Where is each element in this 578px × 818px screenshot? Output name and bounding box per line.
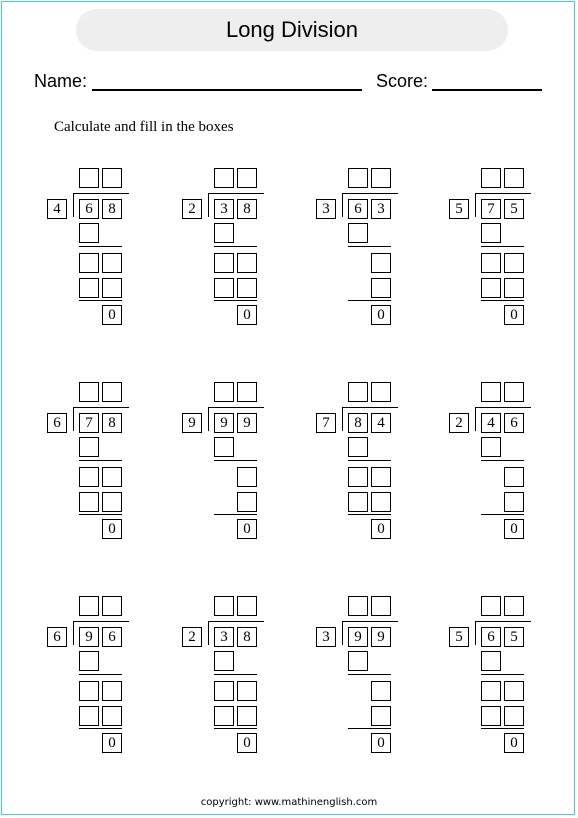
- dividend-tens-box: 9: [214, 413, 234, 433]
- dividend-tens-box: 3: [214, 627, 234, 647]
- subtract2-ones-box[interactable]: [237, 706, 257, 726]
- division-bracket-top: [475, 407, 531, 408]
- division-problem: [44, 382, 174, 542]
- subtraction-line: [481, 514, 524, 515]
- divisor-box: 6: [47, 413, 67, 433]
- quotient-ones-box[interactable]: [504, 596, 524, 616]
- subtraction-line: [348, 514, 391, 515]
- divisor-box: 7: [316, 413, 336, 433]
- dividend-tens-box: 9: [79, 627, 99, 647]
- quotient-ones-box[interactable]: [102, 382, 122, 402]
- subtraction-line: [214, 674, 257, 675]
- quotient-tens-box[interactable]: [79, 382, 99, 402]
- remainder-ones-box[interactable]: [102, 681, 122, 701]
- quotient-tens-box[interactable]: [214, 382, 234, 402]
- quotient-ones-box[interactable]: [102, 168, 122, 188]
- subtract2-ones-box[interactable]: [504, 492, 524, 512]
- dividend-tens-box: 4: [481, 413, 501, 433]
- subtraction-line: [348, 674, 391, 675]
- quotient-tens-box[interactable]: [214, 168, 234, 188]
- subtraction-line: [481, 246, 524, 247]
- subtraction-line: [214, 460, 257, 461]
- subtract2-tens-box[interactable]: [481, 278, 501, 298]
- quotient-ones-box[interactable]: [237, 596, 257, 616]
- subtract2-ones-box[interactable]: [102, 706, 122, 726]
- remainder-ones-box[interactable]: [371, 681, 391, 701]
- division-problem: [179, 168, 309, 328]
- division-problem: [446, 382, 576, 542]
- division-bracket-top: [208, 407, 264, 408]
- dividend-ones-box: 9: [371, 627, 391, 647]
- quotient-tens-box[interactable]: [348, 382, 368, 402]
- remainder-tens-box[interactable]: [348, 467, 368, 487]
- subtract-box[interactable]: [481, 437, 501, 457]
- remainder-tens-box[interactable]: [481, 253, 501, 273]
- subtract2-ones-box[interactable]: [237, 492, 257, 512]
- remainder-ones-box[interactable]: [504, 253, 524, 273]
- division-bracket-top: [475, 621, 531, 622]
- subtract2-tens-box[interactable]: [79, 706, 99, 726]
- dividend-ones-box: 9: [237, 413, 257, 433]
- final-remainder-box: 0: [371, 305, 391, 325]
- subtraction-line: [348, 300, 391, 301]
- subtract-box[interactable]: [348, 223, 368, 243]
- score-field[interactable]: [432, 89, 542, 91]
- division-problem: [44, 596, 174, 756]
- quotient-ones-box[interactable]: [371, 168, 391, 188]
- remainder-tens-box[interactable]: [79, 681, 99, 701]
- dividend-tens-box: 9: [348, 627, 368, 647]
- dividend-ones-box: 3: [371, 199, 391, 219]
- quotient-tens-box[interactable]: [348, 168, 368, 188]
- quotient-tens-box[interactable]: [348, 596, 368, 616]
- remainder-ones-box[interactable]: [102, 467, 122, 487]
- subtract2-ones-box[interactable]: [371, 706, 391, 726]
- divisor-box: 2: [449, 413, 469, 433]
- dividend-tens-box: 8: [348, 413, 368, 433]
- division-bracket-top: [73, 621, 129, 622]
- subtract2-tens-box[interactable]: [79, 492, 99, 512]
- division-bracket-side: [208, 621, 209, 645]
- division-bracket-side: [342, 193, 343, 217]
- final-remainder-box: 0: [237, 305, 257, 325]
- quotient-tens-box[interactable]: [481, 596, 501, 616]
- divisor-box: 3: [316, 199, 336, 219]
- division-problem: [446, 168, 576, 328]
- subtraction-line: [79, 246, 122, 247]
- division-bracket-top: [342, 621, 398, 622]
- subtract-box[interactable]: [348, 437, 368, 457]
- quotient-ones-box[interactable]: [504, 382, 524, 402]
- division-bracket-side: [475, 407, 476, 431]
- subtract2-ones-box[interactable]: [102, 492, 122, 512]
- subtract2-ones-box[interactable]: [371, 278, 391, 298]
- remainder-tens-box[interactable]: [481, 681, 501, 701]
- subtract-box[interactable]: [79, 437, 99, 457]
- subtract2-tens-box[interactable]: [214, 278, 234, 298]
- name-field[interactable]: [92, 89, 362, 91]
- final-remainder-box: 0: [102, 305, 122, 325]
- subtract2-ones-box[interactable]: [371, 492, 391, 512]
- quotient-ones-box[interactable]: [237, 168, 257, 188]
- subtraction-line: [79, 674, 122, 675]
- remainder-ones-box[interactable]: [504, 681, 524, 701]
- subtraction-line: [481, 300, 524, 301]
- remainder-tens-box[interactable]: [79, 253, 99, 273]
- division-bracket-top: [342, 193, 398, 194]
- division-bracket-side: [342, 407, 343, 431]
- subtraction-line: [79, 514, 122, 515]
- quotient-ones-box[interactable]: [371, 382, 391, 402]
- divisor-box: 9: [182, 413, 202, 433]
- dividend-ones-box: 6: [504, 413, 524, 433]
- divisor-box: 4: [47, 199, 67, 219]
- subtraction-line: [348, 246, 391, 247]
- dividend-ones-box: 8: [102, 199, 122, 219]
- quotient-tens-box[interactable]: [481, 168, 501, 188]
- subtract2-ones-box[interactable]: [504, 278, 524, 298]
- division-problem: [44, 168, 174, 328]
- subtraction-line: [214, 300, 257, 301]
- final-remainder-box: 0: [504, 519, 524, 539]
- subtract-box[interactable]: [348, 651, 368, 671]
- quotient-tens-box[interactable]: [79, 168, 99, 188]
- divisor-box: 3: [316, 627, 336, 647]
- instructions: Calculate and fill in the boxes: [54, 119, 234, 135]
- remainder-ones-box[interactable]: [237, 681, 257, 701]
- division-bracket-side: [475, 193, 476, 217]
- dividend-tens-box: 6: [79, 199, 99, 219]
- division-bracket-side: [73, 193, 74, 217]
- division-problem: [313, 596, 443, 756]
- remainder-ones-box[interactable]: [504, 467, 524, 487]
- subtraction-line: [481, 674, 524, 675]
- subtract-box[interactable]: [481, 651, 501, 671]
- subtract-box[interactable]: [214, 651, 234, 671]
- remainder-ones-box[interactable]: [102, 253, 122, 273]
- subtract2-ones-box[interactable]: [504, 706, 524, 726]
- division-bracket-top: [208, 621, 264, 622]
- final-remainder-box: 0: [504, 305, 524, 325]
- remainder-tens-box[interactable]: [214, 253, 234, 273]
- final-remainder-box: 0: [371, 519, 391, 539]
- subtract2-tens-box[interactable]: [214, 706, 234, 726]
- division-problem: [179, 596, 309, 756]
- dividend-ones-box: 6: [102, 627, 122, 647]
- division-bracket-top: [342, 407, 398, 408]
- divisor-box: 6: [47, 627, 67, 647]
- subtraction-line: [348, 460, 391, 461]
- division-problem: [179, 382, 309, 542]
- dividend-tens-box: 7: [79, 413, 99, 433]
- subtract-box[interactable]: [79, 223, 99, 243]
- page-title: Long Division: [76, 9, 508, 51]
- remainder-tens-box[interactable]: [79, 467, 99, 487]
- dividend-tens-box: 7: [481, 199, 501, 219]
- divisor-box: 2: [182, 627, 202, 647]
- subtract-box[interactable]: [79, 651, 99, 671]
- quotient-ones-box[interactable]: [504, 168, 524, 188]
- division-bracket-top: [73, 407, 129, 408]
- subtract2-tens-box[interactable]: [481, 706, 501, 726]
- division-bracket-top: [73, 193, 129, 194]
- subtraction-line: [481, 728, 524, 729]
- dividend-ones-box: 4: [371, 413, 391, 433]
- division-bracket-side: [73, 621, 74, 645]
- dividend-tens-box: 6: [348, 199, 368, 219]
- quotient-tens-box[interactable]: [214, 596, 234, 616]
- subtract2-ones-box[interactable]: [237, 278, 257, 298]
- subtraction-line: [481, 460, 524, 461]
- quotient-tens-box[interactable]: [79, 596, 99, 616]
- division-bracket-side: [208, 407, 209, 431]
- subtraction-line: [79, 300, 122, 301]
- subtraction-line: [214, 246, 257, 247]
- subtraction-line: [214, 728, 257, 729]
- remainder-ones-box[interactable]: [371, 253, 391, 273]
- dividend-ones-box: 8: [237, 199, 257, 219]
- final-remainder-box: 0: [102, 519, 122, 539]
- final-remainder-box: 0: [237, 733, 257, 753]
- quotient-ones-box[interactable]: [237, 382, 257, 402]
- final-remainder-box: 0: [371, 733, 391, 753]
- final-remainder-box: 0: [237, 519, 257, 539]
- subtraction-line: [348, 728, 391, 729]
- final-remainder-box: 0: [504, 733, 524, 753]
- quotient-ones-box[interactable]: [371, 596, 391, 616]
- division-bracket-top: [208, 193, 264, 194]
- quotient-ones-box[interactable]: [102, 596, 122, 616]
- division-bracket-side: [475, 621, 476, 645]
- division-bracket-top: [475, 193, 531, 194]
- divisor-box: 5: [449, 199, 469, 219]
- score-label: Score:: [376, 71, 429, 91]
- subtract-box[interactable]: [214, 223, 234, 243]
- subtract2-ones-box[interactable]: [102, 278, 122, 298]
- dividend-ones-box: 5: [504, 199, 524, 219]
- quotient-tens-box[interactable]: [481, 382, 501, 402]
- subtraction-line: [79, 728, 122, 729]
- copyright-notice: copyright: www.mathinenglish.com: [200, 797, 378, 808]
- subtract2-tens-box[interactable]: [348, 492, 368, 512]
- dividend-ones-box: 8: [102, 413, 122, 433]
- division-problem: [446, 596, 576, 756]
- dividend-tens-box: 3: [214, 199, 234, 219]
- dividend-ones-box: 8: [237, 627, 257, 647]
- dividend-ones-box: 5: [504, 627, 524, 647]
- dividend-tens-box: 6: [481, 627, 501, 647]
- remainder-ones-box[interactable]: [237, 253, 257, 273]
- division-bracket-side: [208, 193, 209, 217]
- subtract-box[interactable]: [481, 223, 501, 243]
- subtract-box[interactable]: [214, 437, 234, 457]
- remainder-ones-box[interactable]: [237, 467, 257, 487]
- divisor-box: 5: [449, 627, 469, 647]
- subtraction-line: [214, 514, 257, 515]
- division-bracket-side: [73, 407, 74, 431]
- remainder-ones-box[interactable]: [371, 467, 391, 487]
- subtract2-tens-box[interactable]: [79, 278, 99, 298]
- division-bracket-side: [342, 621, 343, 645]
- division-problem: [313, 168, 443, 328]
- subtraction-line: [79, 460, 122, 461]
- remainder-tens-box[interactable]: [214, 681, 234, 701]
- division-problem: [313, 382, 443, 542]
- name-label: Name:: [34, 71, 88, 91]
- final-remainder-box: 0: [102, 733, 122, 753]
- divisor-box: 2: [182, 199, 202, 219]
